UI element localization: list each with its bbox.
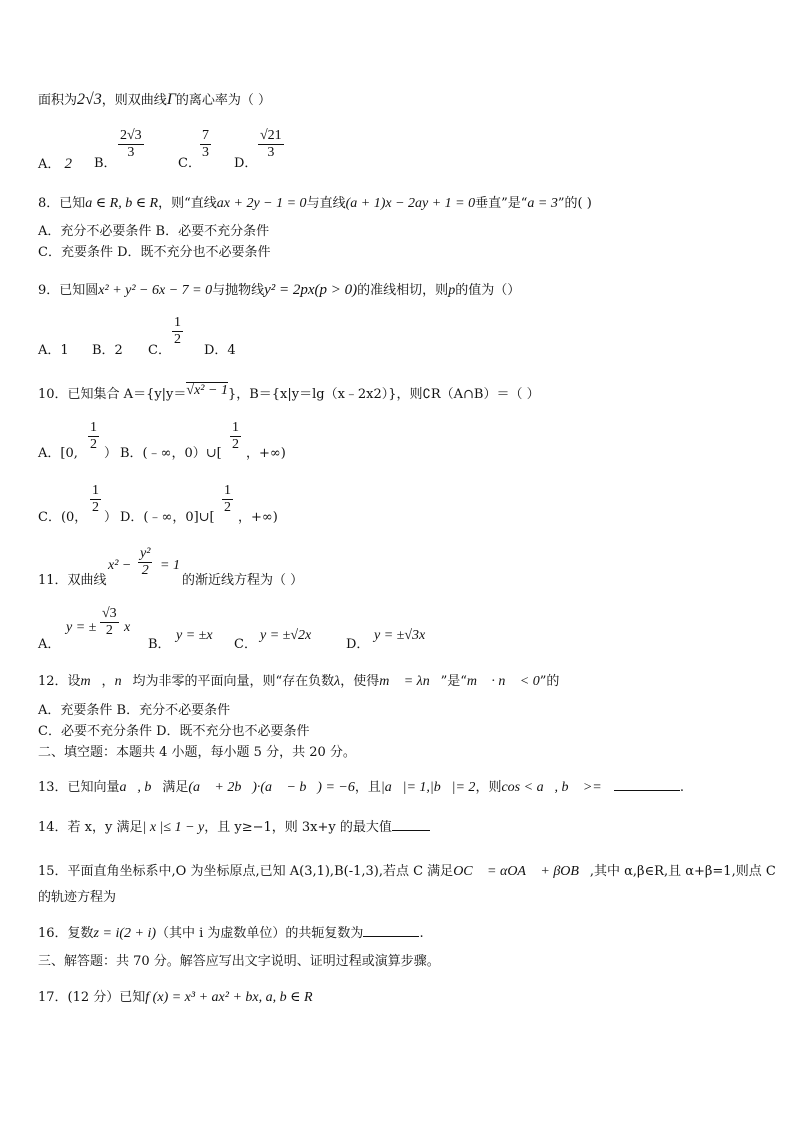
q10-math-sqrt: √x² − 1 [186,383,228,398]
q11-opt-a-fraction [100,606,119,639]
q12-text-b: ， [101,674,115,689]
q10-opt-c-part1: C．(0， [38,510,88,525]
q11-text-b: 的渐近线方程为（ ） [182,573,304,588]
q13-text-b: 满足 [162,780,189,795]
q7-opt-d-num: √21 [260,128,282,143]
q7-opt-b-label: B． [94,156,117,171]
q13-text-c: ，且 [354,780,381,795]
q11-opt-c-math: y = ±√2x [260,628,312,643]
q15-text-b: ,其中 α,β∈R,且 α+β=1,则点 C [589,864,776,879]
q10-opt-a-fraction [88,420,99,453]
q9-opt-b: B．2 [92,343,123,358]
q10-opt-a-part2: ） [104,446,118,461]
q10-opt-c-fraction [90,483,101,516]
q11-opt-d-math: y = ±√3x [374,628,426,643]
q7-opt-c-num: 7 [202,128,209,143]
q13-text-a: 13．已知向量 [38,780,120,795]
q10-opt-a-num: 1 [90,420,97,435]
q12-math-n: n⃗ [114,674,133,689]
q7-opt-b-den: 3 [127,145,135,160]
q7-opt-c-den: 3 [202,145,209,160]
q9-opt-c: C． [148,343,171,358]
q16-answer-blank[interactable] [363,936,419,937]
q10-stem [38,383,540,403]
q10-opt-c-part2: ） [104,510,118,525]
q8-math-line1: ax + 2y − 1 = 0 [216,196,307,211]
q8-math-condition: a ∈ R, b ∈ R [85,196,159,211]
q14-answer-blank[interactable] [392,830,430,831]
q12-options-line2: C．必要不充分条件 D．既不充分也不必要条件 [38,724,310,739]
q11-opt-a-math2: x [124,620,131,635]
q11-text-a: 11．双曲线 [38,573,107,588]
q11-opt-b-label: B． [148,637,171,652]
q7-text-a: 面积为 [38,93,78,108]
q13-stem [38,780,684,796]
q9-math-parabola: y² = 2px(p > 0) [264,282,358,298]
q10-opt-d-den: 2 [224,500,231,515]
q11-opt-d-label: D． [346,637,370,652]
q7-opt-a-label: A． [38,157,61,172]
q12-text-f: ”的 [539,674,560,689]
q11-math-den: 2 [141,563,149,578]
q7-text-b: ，则双曲线 [101,93,167,108]
q7-opt-c-fraction [200,128,211,161]
q15-line2: 的轨迹方程为 [38,890,117,905]
q8-math-line2: (a + 1)x − 2ay + 1 = 0 [345,196,476,211]
q16-stem [38,926,424,942]
q12-text-e: ”是“ [440,674,467,689]
q12-options-line1: A．充要条件 B．充分不必要条件 [38,703,231,718]
q11-math-num: y² [140,546,151,561]
q11-opt-a-den: 2 [105,623,113,638]
q10-opt-a-den: 2 [90,437,97,452]
q11-opt-a-label: A． [38,637,61,652]
q10-opt-c-den: 2 [92,500,99,515]
q13-text-d: ，则 [475,780,502,795]
q8-options-line2: C．充要条件 D．既不充分也不必要条件 [38,245,271,260]
q11-math-x2: x² − [108,558,132,573]
q13-text-e: . [679,780,685,795]
q10-opt-d-fraction [222,483,233,516]
q16-text-c: . [419,926,424,941]
q7-opt-d-fraction [258,128,284,161]
q7-opt-b-num: 2√3 [120,128,142,143]
q7-opt-d-label: D． [234,156,258,171]
q17-stem [38,990,313,1006]
q10-text-b: }，B＝{x|y＝lg（x﹣2x2）}，则∁R（A∩B）＝（ ） [227,387,540,402]
q13-math-cos: cos < a⃗, b⃗ >= [501,780,602,795]
q9-math-p: p [448,283,456,298]
q9-text-d: 的值为（） [455,283,521,298]
q9-opt-d: D．4 [204,343,236,358]
q17-text-a: 17．(12 分）已知 [38,990,146,1005]
q13-answer-blank[interactable] [614,790,680,791]
q11-math-fraction [138,546,152,579]
q9-opt-a: A．1 [38,343,69,358]
q7-opt-a-value: 2 [64,156,73,172]
q12-math-m: m⃗ [80,674,102,689]
q14-math-condition: | x |≤ 1 − y [142,820,205,835]
q8-text-b: ，则“直线 [158,196,217,211]
q10-opt-d-num: 1 [224,483,231,498]
q13-math-vectors: a⃗, b⃗ [119,780,163,795]
q10-opt-c-num: 1 [92,483,99,498]
q12-text-a: 12．设 [38,674,81,689]
q10-text-a: 10．已知集合 A＝{y|y＝ [38,387,187,402]
q12-math-lambda: λ [334,674,341,689]
q9-math-circle: x² + y² − 6x − 7 = 0 [98,283,213,298]
q7-math-area: 2√3 [77,91,102,108]
q14-text-b: ，且 y≥−1，则 3x+y 的最大值 [204,820,392,835]
q8-math-a-eq-3: a = 3 [527,196,558,211]
q16-math-z: z = i(2 + i) [93,926,156,941]
q8-text-d: 垂直”是“ [475,196,528,211]
q17-math-f: f (x) = x³ + ax² + bx, a, b ∈ R [145,990,313,1005]
q16-text-b: （其中 i 为虚数单位）的共轭复数为 [156,926,364,941]
q10-opt-b-part2: ，+∞) [246,446,286,461]
q9-text-c: 的准线相切，则 [357,283,449,298]
q9-stem [38,282,520,299]
q8-options-line1: A．充分不必要条件 B．必要不充分条件 [38,224,270,239]
q12-stem [38,674,559,690]
q7-opt-d-den: 3 [267,145,275,160]
q11-opt-a-num: √3 [102,606,117,621]
q12-text-d: ，使得 [340,674,380,689]
q9-text-a: 9．已知圆 [38,283,99,298]
q12-math-dot: m⃗ · n⃗ < 0 [466,674,540,689]
q10-opt-b-part1: B．(﹣∞，0）∪[ [120,446,222,461]
q10-opt-b-num: 1 [232,420,239,435]
q9-text-b: 与抛物线 [212,283,265,298]
section-fill-in-heading: 二、填空题：本题共 4 小题，每小题 5 分，共 20 分。 [38,745,356,760]
q10-opt-d-part1: D．(﹣∞，0]∪[ [120,510,215,525]
q15-math-vector-eq: OC⃗ = αOA⃗ + βOB⃗ [453,864,590,879]
q9-opt-c-num: 1 [174,315,181,330]
q10-opt-a-part1: A．[0, [38,446,78,461]
q10-opt-b-fraction [230,420,241,453]
q11-math-eq1: = 1 [160,558,180,573]
q15-text-a: 15．平面直角坐标系中,O 为坐标原点,已知 A(3,1),B(-1,3),若点 C 满足 [38,864,454,879]
q12-text-c: 均为非零的平面向量，则“存在负数 [132,674,335,689]
q7-stem [38,92,271,109]
q16-text-a: 16．复数 [38,926,94,941]
q11-opt-b-math: y = ±x [176,628,213,643]
q8-stem [38,196,592,212]
q7-text-c: 的离心率为（ ） [175,93,272,108]
q8-text-e: ”的( ) [557,196,592,211]
q14-text-a: 14．若 x，y 满足 [38,820,143,835]
section-solution-heading: 三、解答题：共 70 分。解答应写出文字说明、证明过程或演算步骤。 [38,954,440,969]
q14-stem [38,820,430,836]
q11-opt-c-label: C． [234,637,257,652]
q9-opt-c-fraction [172,315,183,348]
q15-stem [38,864,776,880]
q13-math-norms: |a⃗|= 1,|b⃗|= 2 [380,780,476,795]
q7-opt-c-label: C． [178,156,201,171]
q12-math-m-eq: m⃗ = λn⃗ [379,674,441,689]
q7-options [38,156,72,173]
q8-text-a: 8．已知 [38,196,86,211]
q10-opt-d-part2: ，+∞) [238,510,278,525]
q7-gamma: Γ [166,91,176,108]
q13-math-product: (a⃗ + 2b⃗)·(a⃗ − b⃗) = −6 [188,780,355,795]
q7-opt-b-fraction [118,128,144,161]
q10-opt-b-den: 2 [232,437,239,452]
q8-text-c: 与直线 [306,196,346,211]
q11-opt-a-math1: y = ± [66,620,97,635]
q9-opt-c-den: 2 [174,332,181,347]
